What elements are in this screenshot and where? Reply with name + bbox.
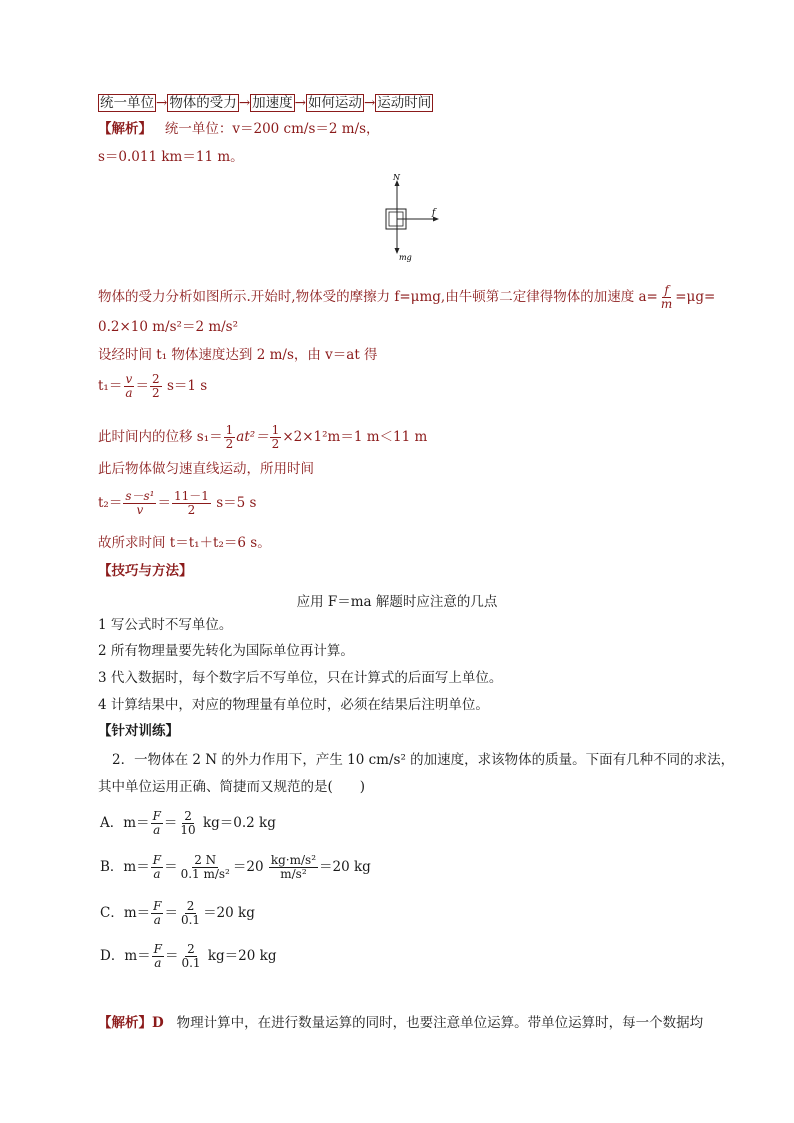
flow-step-force: 物体的受力 xyxy=(169,95,237,111)
solution-line-4: 0.2×10 m/s²＝2 m/s² xyxy=(98,319,239,335)
tips-item-4: 4 计算结果中，对应的物理量有单位时，必须在结果后注明单位。 xyxy=(98,697,489,713)
solution-line-8: 此后物体做匀速直线运动，所用时间 xyxy=(98,461,314,477)
solution-line-t1: t₁＝ $\frac{v}{a}$ ＝ $\frac{2}{2}$ s＝1 s xyxy=(98,372,208,400)
answer-tag: 【解析】D xyxy=(98,1015,164,1031)
solution-line-3: 物体的受力分析如图所示.开始时,物体受的摩擦力 f=μmg,由牛顿第二定律得物体的加速度 a= $\frac{f}{m}$ =μg= xyxy=(98,283,716,311)
solution-tag: 【解析】 xyxy=(98,121,152,137)
option-c: C．m＝ $\frac{F}{a}$ ＝ $\frac{2}{0.1}$ ＝20 kg xyxy=(100,899,255,927)
fraction-s-minus-s1-over-v: $\frac{\text{s－s¹}}{v}$ xyxy=(125,489,155,517)
option-a: A．m＝ $\frac{F}{a}$ ＝ $\frac{2}{10}$ kg＝0.2 kg xyxy=(100,809,276,837)
flow-step-unify-units: 统一单位 xyxy=(100,95,154,111)
fraction-one-half: $\frac{1}{2}$ xyxy=(271,423,280,451)
force-diagram xyxy=(370,172,460,267)
training-tag: 【针对训练】 xyxy=(98,723,179,739)
fraction-2-over-2: $\frac{2}{2}$ xyxy=(152,372,160,400)
friction-label: f xyxy=(432,208,436,218)
solution-line-t2: t₂＝ $\frac{\text{s－s¹}}{v}$ ＝ $\frac{11-1}{2}$ s＝5 s xyxy=(98,489,257,517)
flow-arrow: → xyxy=(363,95,376,111)
question-line-2: 其中单位运用正确、简捷而又规范的是( ) xyxy=(98,779,366,795)
answer-text: 物理计算中，在进行数量运算的同时，也要注意单位运算。带单位运算时，每一个数据均 xyxy=(176,1015,704,1031)
answer-line xyxy=(98,1014,703,1032)
fraction-v-over-a: $\frac{v}{a}$ xyxy=(125,372,133,400)
solution-line-s1: 此时间内的位移 s₁＝ $\frac{1}{2}$ at²＝ $\frac{1}{2}$ ×2×1²m＝1 m＜11 m xyxy=(98,423,428,451)
fraction-f-over-m: $\frac{f}{m}$ xyxy=(660,283,673,311)
solution-unify-text: 统一单位：v＝200 cm/s＝2 m/s， xyxy=(164,121,380,137)
flow-arrow: → xyxy=(238,95,251,111)
tips-item-3: 3 代入数据时，每个数字后不写单位，只在计算式的后面写上单位。 xyxy=(98,670,503,686)
option-d: D．m＝ $\frac{F}{a}$ ＝ $\frac{2}{0.1}$ kg＝20 kg xyxy=(100,942,277,970)
fraction-one-half: $\frac{1}{2}$ xyxy=(225,423,234,451)
flow-arrow: → xyxy=(294,95,306,111)
fraction-11-minus-1-over-2: $\frac{11-1}{2}$ xyxy=(173,489,209,517)
solution-line-5: 设经时间 t₁ 物体速度达到 2 m/s，由 v＝at 得 xyxy=(98,347,378,363)
normal-force-label: N xyxy=(393,173,400,182)
tips-title: 应用 F＝ma 解题时应注意的几点 xyxy=(296,594,498,610)
flow-arrow: → xyxy=(156,95,168,111)
weight-label: mg xyxy=(399,253,412,262)
flow-step-time: 运动时间 xyxy=(377,95,432,111)
flow-step-acceleration: 加速度 xyxy=(252,95,293,111)
solution-flow-chain xyxy=(98,94,433,112)
solution-line-1 xyxy=(98,120,380,138)
flow-step-motion: 如何运动 xyxy=(307,95,362,111)
solution-line-2: s＝0.011 km＝11 m。 xyxy=(98,149,244,165)
tips-item-1: 1 写公式时不写单位。 xyxy=(98,617,233,633)
solution-line-10: 故所求时间 t＝t₁＋t₂＝6 s。 xyxy=(98,535,271,551)
option-b: B．m＝ $\frac{F}{a}$ ＝ $\frac{2 N}{\text{0.1 m/s²}}$ ＝20 $\frac{\text{kg·m/s²}}{\text{m/s²}}$ ＝20 kg xyxy=(100,853,371,881)
question-line-1: 2．一物体在 2 N 的外力作用下，产生 10 cm/s² 的加速度，求该物体的质量。下面有几种不同的求法， xyxy=(112,752,735,768)
tips-item-2: 2 所有物理量要先转化为国际单位再计算。 xyxy=(98,643,354,659)
tips-tag: 【技巧与方法】 xyxy=(98,563,193,579)
